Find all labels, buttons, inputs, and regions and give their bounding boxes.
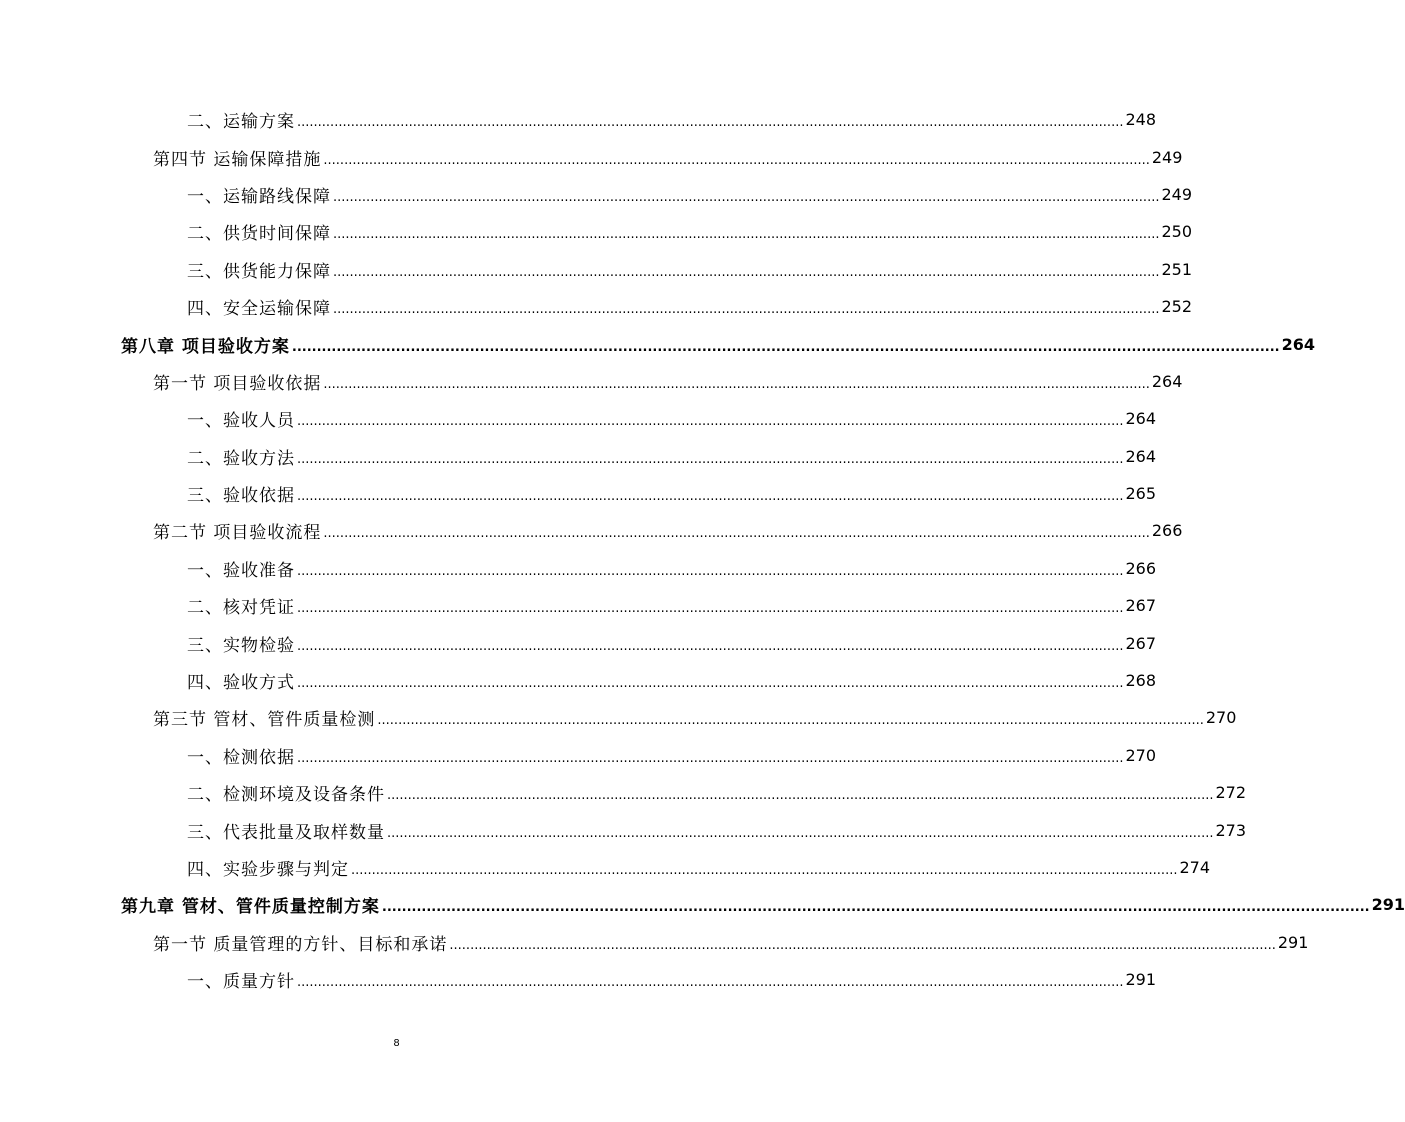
toc-entry-page-number: 250 <box>1161 222 1193 242</box>
toc-entry-page-number: 268 <box>1125 671 1157 691</box>
toc-entry-subsection[interactable] <box>0 587 1157 624</box>
toc-entry-section[interactable] <box>0 363 1183 400</box>
toc-dot-leader: ........................................................................................................................................................................................................ <box>297 414 1124 430</box>
toc-dot-leader: ........................................................................................................................................................................................................ <box>297 451 1124 467</box>
toc-entry-title: 一、验收人员 <box>187 411 295 432</box>
toc-entry-subsection[interactable] <box>0 849 1211 886</box>
toc-entry-chapter[interactable] <box>0 325 1316 362</box>
toc-entry-page-number: 266 <box>1151 521 1183 541</box>
toc-entry-subsection[interactable] <box>0 400 1157 437</box>
toc-entry-page-number: 272 <box>1215 783 1247 803</box>
toc-entry-title: 四、实验步骤与判定 <box>187 860 349 880</box>
toc-entry-subsection[interactable] <box>0 251 1193 288</box>
toc-entry-page-number: 291 <box>1125 970 1157 990</box>
toc-entry-title: 一、运输路线保障 <box>187 186 331 207</box>
toc-entry-title: 二、核对凭证 <box>187 598 295 619</box>
toc-entry-subsection[interactable] <box>0 288 1193 325</box>
toc-entry-page-number: 273 <box>1215 820 1247 840</box>
toc-entry-page-number: 252 <box>1161 297 1193 317</box>
toc-entry-title: 三、验收依据 <box>187 486 295 507</box>
toc-entry-title: 二、运输方案 <box>187 112 295 133</box>
toc-entry-page-number: 249 <box>1151 147 1183 167</box>
toc-entry-page-number: 291 <box>1277 932 1309 952</box>
toc-entry-page-number: 251 <box>1161 259 1193 279</box>
toc-dot-leader: ........................................................................................................................................................................................................ <box>377 713 1204 729</box>
toc-entry-subsection[interactable] <box>0 662 1157 699</box>
toc-entry-page-number: 270 <box>1125 745 1157 765</box>
toc-entry-title: 第三节 管材、管件质量检测 <box>153 710 376 731</box>
toc-entry-page-number: 264 <box>1281 334 1316 354</box>
toc-entry-title: 一、质量方针 <box>187 972 295 993</box>
toc-entry-page-number: 274 <box>1179 858 1211 877</box>
toc-entry-subsection[interactable] <box>0 737 1157 774</box>
toc-entry-subsection[interactable] <box>0 811 1247 848</box>
toc-dot-leader: ........................................................................................................................................................................................................ <box>297 975 1124 991</box>
toc-dot-leader: ........................................................................................................................................................................................................ <box>297 601 1124 617</box>
toc-entry-title: 二、验收方法 <box>187 448 295 469</box>
toc-entry-title: 三、供货能力保障 <box>187 261 331 282</box>
toc-entry-title: 二、供货时间保障 <box>187 224 331 245</box>
toc-entry-page-number: 264 <box>1151 371 1183 391</box>
toc-dot-leader: ........................................................................................................................................................................................................ <box>297 115 1124 131</box>
toc-entry-subsection[interactable] <box>0 624 1157 661</box>
toc-entry-page-number: 266 <box>1125 558 1157 578</box>
toc-dot-leader: ........................................................................................................................................................................................................ <box>333 189 1160 205</box>
toc-entry-page-number: 267 <box>1125 633 1157 653</box>
toc-entry-section[interactable] <box>0 512 1183 549</box>
toc-dot-leader: ........................................................................................................................................................................................................ <box>333 264 1160 280</box>
toc-entry-title: 第一节 质量管理的方针、目标和承诺 <box>153 934 448 955</box>
toc-entry-subsection[interactable] <box>0 774 1247 811</box>
toc-entry-page-number: 249 <box>1161 184 1193 204</box>
toc-entry-section[interactable] <box>0 699 1237 736</box>
page-number: 8 <box>393 1038 400 1049</box>
toc-dot-leader: ........................................................................................................................................................................................................ <box>449 937 1276 953</box>
toc-entry-section[interactable] <box>0 924 1309 961</box>
toc-entry-page-number: 270 <box>1205 708 1237 728</box>
toc-entry-subsection[interactable] <box>0 213 1193 250</box>
toc-dot-leader: ........................................................................................................................................................................................................ <box>323 152 1150 168</box>
toc-dot-leader: ........................................................................................................................................................................................................ <box>333 227 1160 243</box>
toc-entry-page-number: 265 <box>1125 484 1157 504</box>
toc-dot-leader: ........................................................................................................................................................................................................ <box>323 526 1150 542</box>
toc-entry-subsection[interactable] <box>0 176 1193 213</box>
toc-dot-leader: ........................................................................................................................................................................................................ <box>323 376 1150 392</box>
toc-dot-leader: ........................................................................................................................................................................................................ <box>297 638 1124 654</box>
toc-entry-title: 一、验收准备 <box>187 560 295 581</box>
toc-dot-leader: ........................................................................................................................................................................................................ <box>387 788 1214 804</box>
toc-entry-title: 三、代表批量及取样数量 <box>187 822 385 843</box>
toc-entry-page-number: 264 <box>1125 409 1157 429</box>
toc-entry-title: 第二节 项目验收流程 <box>153 523 322 544</box>
toc-dot-leader: ........................................................................................................................................................................................................ <box>387 825 1214 841</box>
toc-entry-subsection[interactable] <box>0 101 1157 138</box>
toc-entry-chapter[interactable] <box>0 886 1405 923</box>
toc-dot-leader: ........................................................................................................................................................................................................ <box>297 750 1124 766</box>
toc-entry-subsection[interactable] <box>0 438 1157 475</box>
toc-entry-page-number: 291 <box>1371 895 1405 915</box>
toc-dot-leader: ........................................................................................................................................................................................................ <box>297 563 1124 579</box>
toc-entry-title: 第一节 项目验收依据 <box>153 373 322 394</box>
toc-entry-title: 第八章 项目验收方案 <box>121 336 290 357</box>
toc-dot-leader: ........................................................................................................................................................................................................ <box>297 489 1124 505</box>
toc-entry-subsection[interactable] <box>0 961 1157 998</box>
toc-entry-page-number: 264 <box>1125 446 1157 466</box>
toc-entry-title: 第九章 管材、管件质量控制方案 <box>121 897 380 918</box>
toc-entry-subsection[interactable] <box>0 550 1157 587</box>
table-of-contents <box>0 101 1405 998</box>
toc-entry-page-number: 267 <box>1125 596 1157 616</box>
toc-dot-leader: ........................................................................................................................................................................................................ <box>333 302 1160 318</box>
toc-dot-leader: ........................................................................................................................................................................................................ <box>297 676 1124 692</box>
toc-entry-title: 三、实物检验 <box>187 635 295 656</box>
toc-entry-title: 四、验收方式 <box>187 673 295 694</box>
toc-entry-section[interactable] <box>0 138 1183 175</box>
toc-dot-leader: ........................................................................................................................................................................................................ <box>351 863 1178 878</box>
toc-entry-title: 二、检测环境及设备条件 <box>187 785 385 806</box>
toc-entry-title: 四、安全运输保障 <box>187 299 331 320</box>
toc-entry-subsection[interactable] <box>0 475 1157 512</box>
toc-dot-leader: ........................................................................................................................................................................................................ <box>381 900 1370 916</box>
toc-entry-title: 第四节 运输保障措施 <box>153 149 322 170</box>
toc-dot-leader: ........................................................................................................................................................................................................ <box>291 339 1280 355</box>
toc-entry-page-number: 248 <box>1125 110 1157 130</box>
toc-entry-title: 一、检测依据 <box>187 747 295 768</box>
